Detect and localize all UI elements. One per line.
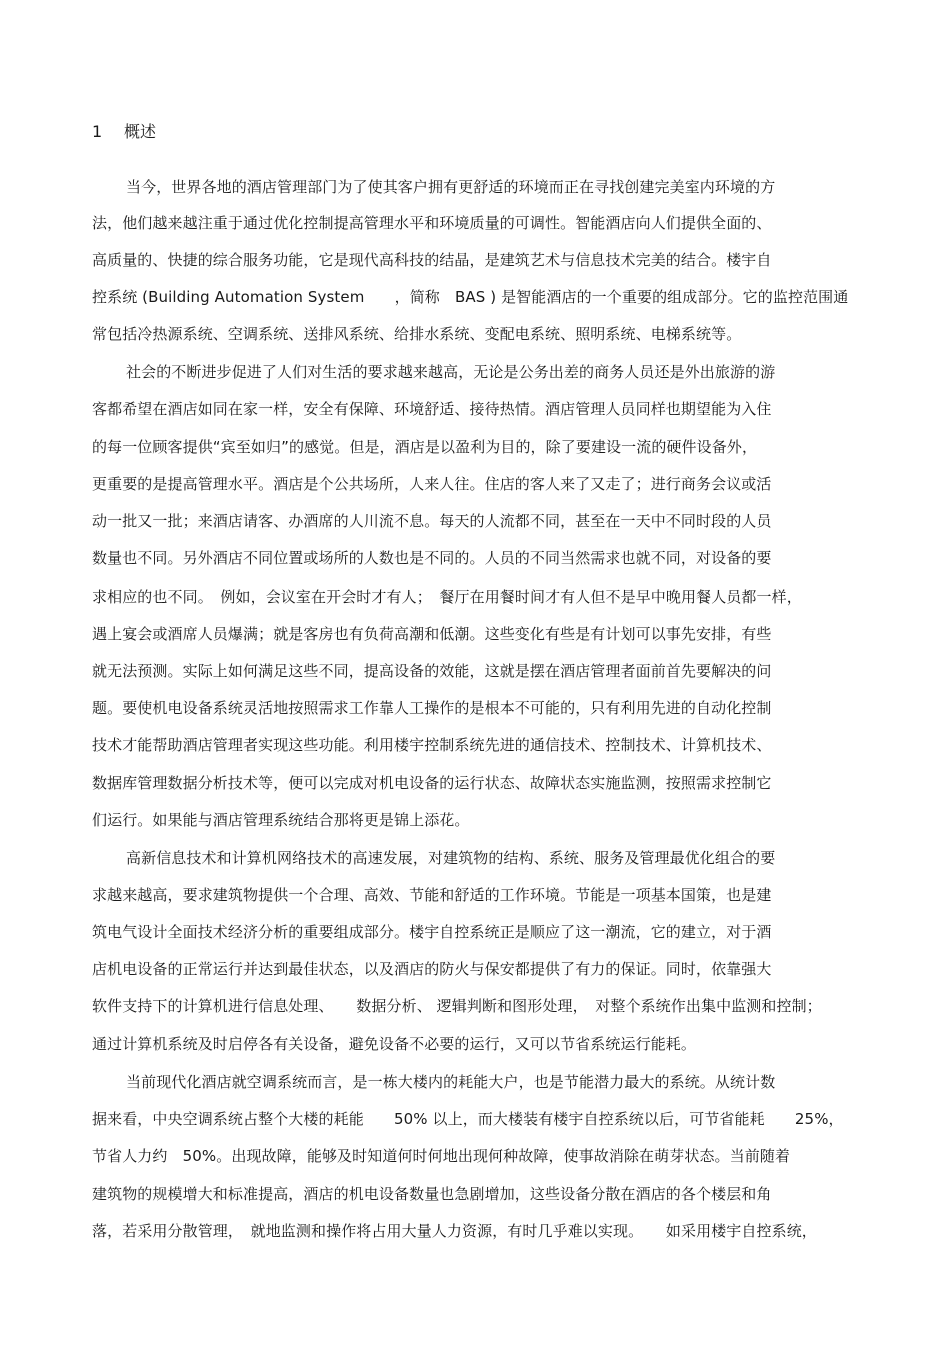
paragraph-line: 据来看，中央空调系统占整个大楼的耗能 50% 以上，而大楼装有楼宇自控系统以后，可节省能耗 25%， [92, 1110, 844, 1128]
paragraph-line: 控系统 (Building Automation System ，简称 BAS ) 是智能酒店的一个重要的组成部分。它的监控范围通 [92, 288, 849, 306]
paragraph-line: 就无法预测。实际上如何满足这些不同，提高设备的效能，这就是摆在酒店管理者面前首先要解决的问 [92, 662, 772, 680]
paragraph-line: 法，他们越来越注重于通过优化控制提高管理水平和环境质量的可调性。智能酒店向人们提供全面的、 [92, 214, 772, 232]
paragraph-line: 筑电气设计全面技术经济分析的重要组成部分。楼宇自控系统正是顺应了这一潮流，它的建立，对于酒 [92, 923, 772, 941]
paragraph-line: 的每一位顾客提供“宾至如归”的感觉。但是，酒店是以盈利为目的，除了要建设一流的硬件设备外， [92, 438, 758, 456]
section-title: 概述 [124, 122, 157, 141]
paragraph-line: 遇上宴会或酒席人员爆满；就是客房也有负荷高潮和低潮。这些变化有些是有计划可以事先安排，有些 [92, 625, 772, 643]
paragraph-line: 建筑物的规模增大和标准提高，酒店的机电设备数量也急剧增加，这些设备分散在酒店的各个楼层和角 [92, 1185, 772, 1203]
section-number: 1 [92, 122, 103, 141]
paragraph-line: 高质量的、快捷的综合服务功能，它是现代高科技的结晶，是建筑艺术与信息技术完美的结合。楼宇自 [92, 251, 772, 269]
paragraph-line: 更重要的是提高管理水平。酒店是个公共场所，人来人往。住店的客人来了又走了；进行商务会议或活 [92, 475, 772, 493]
paragraph-line: 数据库管理数据分析技术等，便可以完成对机电设备的运行状态、故障状态实施监测，按照需求控制它 [92, 774, 772, 792]
paragraph-line: 通过计算机系统及时启停各有关设备，避免设备不必要的运行，又可以节省系统运行能耗。 [92, 1035, 697, 1053]
paragraph-line: 高新信息技术和计算机网络技术的高速发展，对建筑物的结构、系统、服务及管理最优化组合的要 [126, 849, 776, 867]
paragraph-line: 客都希望在酒店如同在家一样，安全有保障、环境舒适、接待热情。酒店管理人员同样也期望能为入住 [92, 400, 772, 418]
paragraph-line: 落，若采用分散管理， 就地监测和操作将占用大量人力资源，有时几乎难以实现。 如采用楼宇自控系统， [92, 1222, 817, 1240]
paragraph-line: 当前现代化酒店就空调系统而言，是一栋大楼内的耗能大户，也是节能潜力最大的系统。从统计数 [126, 1073, 776, 1091]
paragraph-line: 数量也不同。另外酒店不同位置或场所的人数也是不同的。人员的不同当然需求也就不同，对设备的要 [92, 549, 772, 567]
paragraph-line: 技术才能帮助酒店管理者实现这些功能。利用楼宇控制系统先进的通信技术、控制技术、计算机技术、 [92, 736, 772, 754]
paragraph-line: 题。要使机电设备系统灵活地按照需求工作靠人工操作的是根本不可能的，只有利用先进的自动化控制 [92, 699, 772, 717]
paragraph-line: 当今，世界各地的酒店管理部门为了使其客户拥有更舒适的环境而正在寻找创建完美室内环境的方 [126, 178, 776, 196]
paragraph-line: 软件支持下的计算机进行信息处理、 数据分析、 逻辑判断和图形处理， 对整个系统作出集中监测和控制； [92, 997, 822, 1015]
paragraph-line: 社会的不断进步促进了人们对生活的要求越来越高，无论是公务出差的商务人员还是外出旅游的游 [126, 363, 776, 381]
section-heading [92, 120, 156, 144]
paragraph-line: 常包括冷热源系统、空调系统、送排风系统、给排水系统、变配电系统、照明系统、电梯系统等。 [92, 325, 742, 343]
paragraph-line: 节省人力约 50%。出现故障，能够及时知道何时何地出现何种故障，使事故消除在萌芽状态。当前随着 [92, 1147, 791, 1165]
paragraph-line: 动一批又一批；来酒店请客、办酒席的人川流不息。每天的人流都不同，甚至在一天中不同时段的人员 [92, 512, 772, 530]
paragraph-line: 求越来越高，要求建筑物提供一个合理、高效、节能和舒适的工作环境。节能是一项基本国策，也是建 [92, 886, 772, 904]
paragraph-line: 们运行。如果能与酒店管理系统结合那将更是锦上添花。 [92, 811, 470, 829]
paragraph-line: 店机电设备的正常运行并达到最佳状态，以及酒店的防火与保安都提供了有力的保证。同时，依靠强大 [92, 960, 772, 978]
paragraph-line: 求相应的也不同。 例如，会议室在开会时才有人； 餐厅在用餐时间才有人但不是早中晚用餐人员都一样， [92, 588, 802, 606]
